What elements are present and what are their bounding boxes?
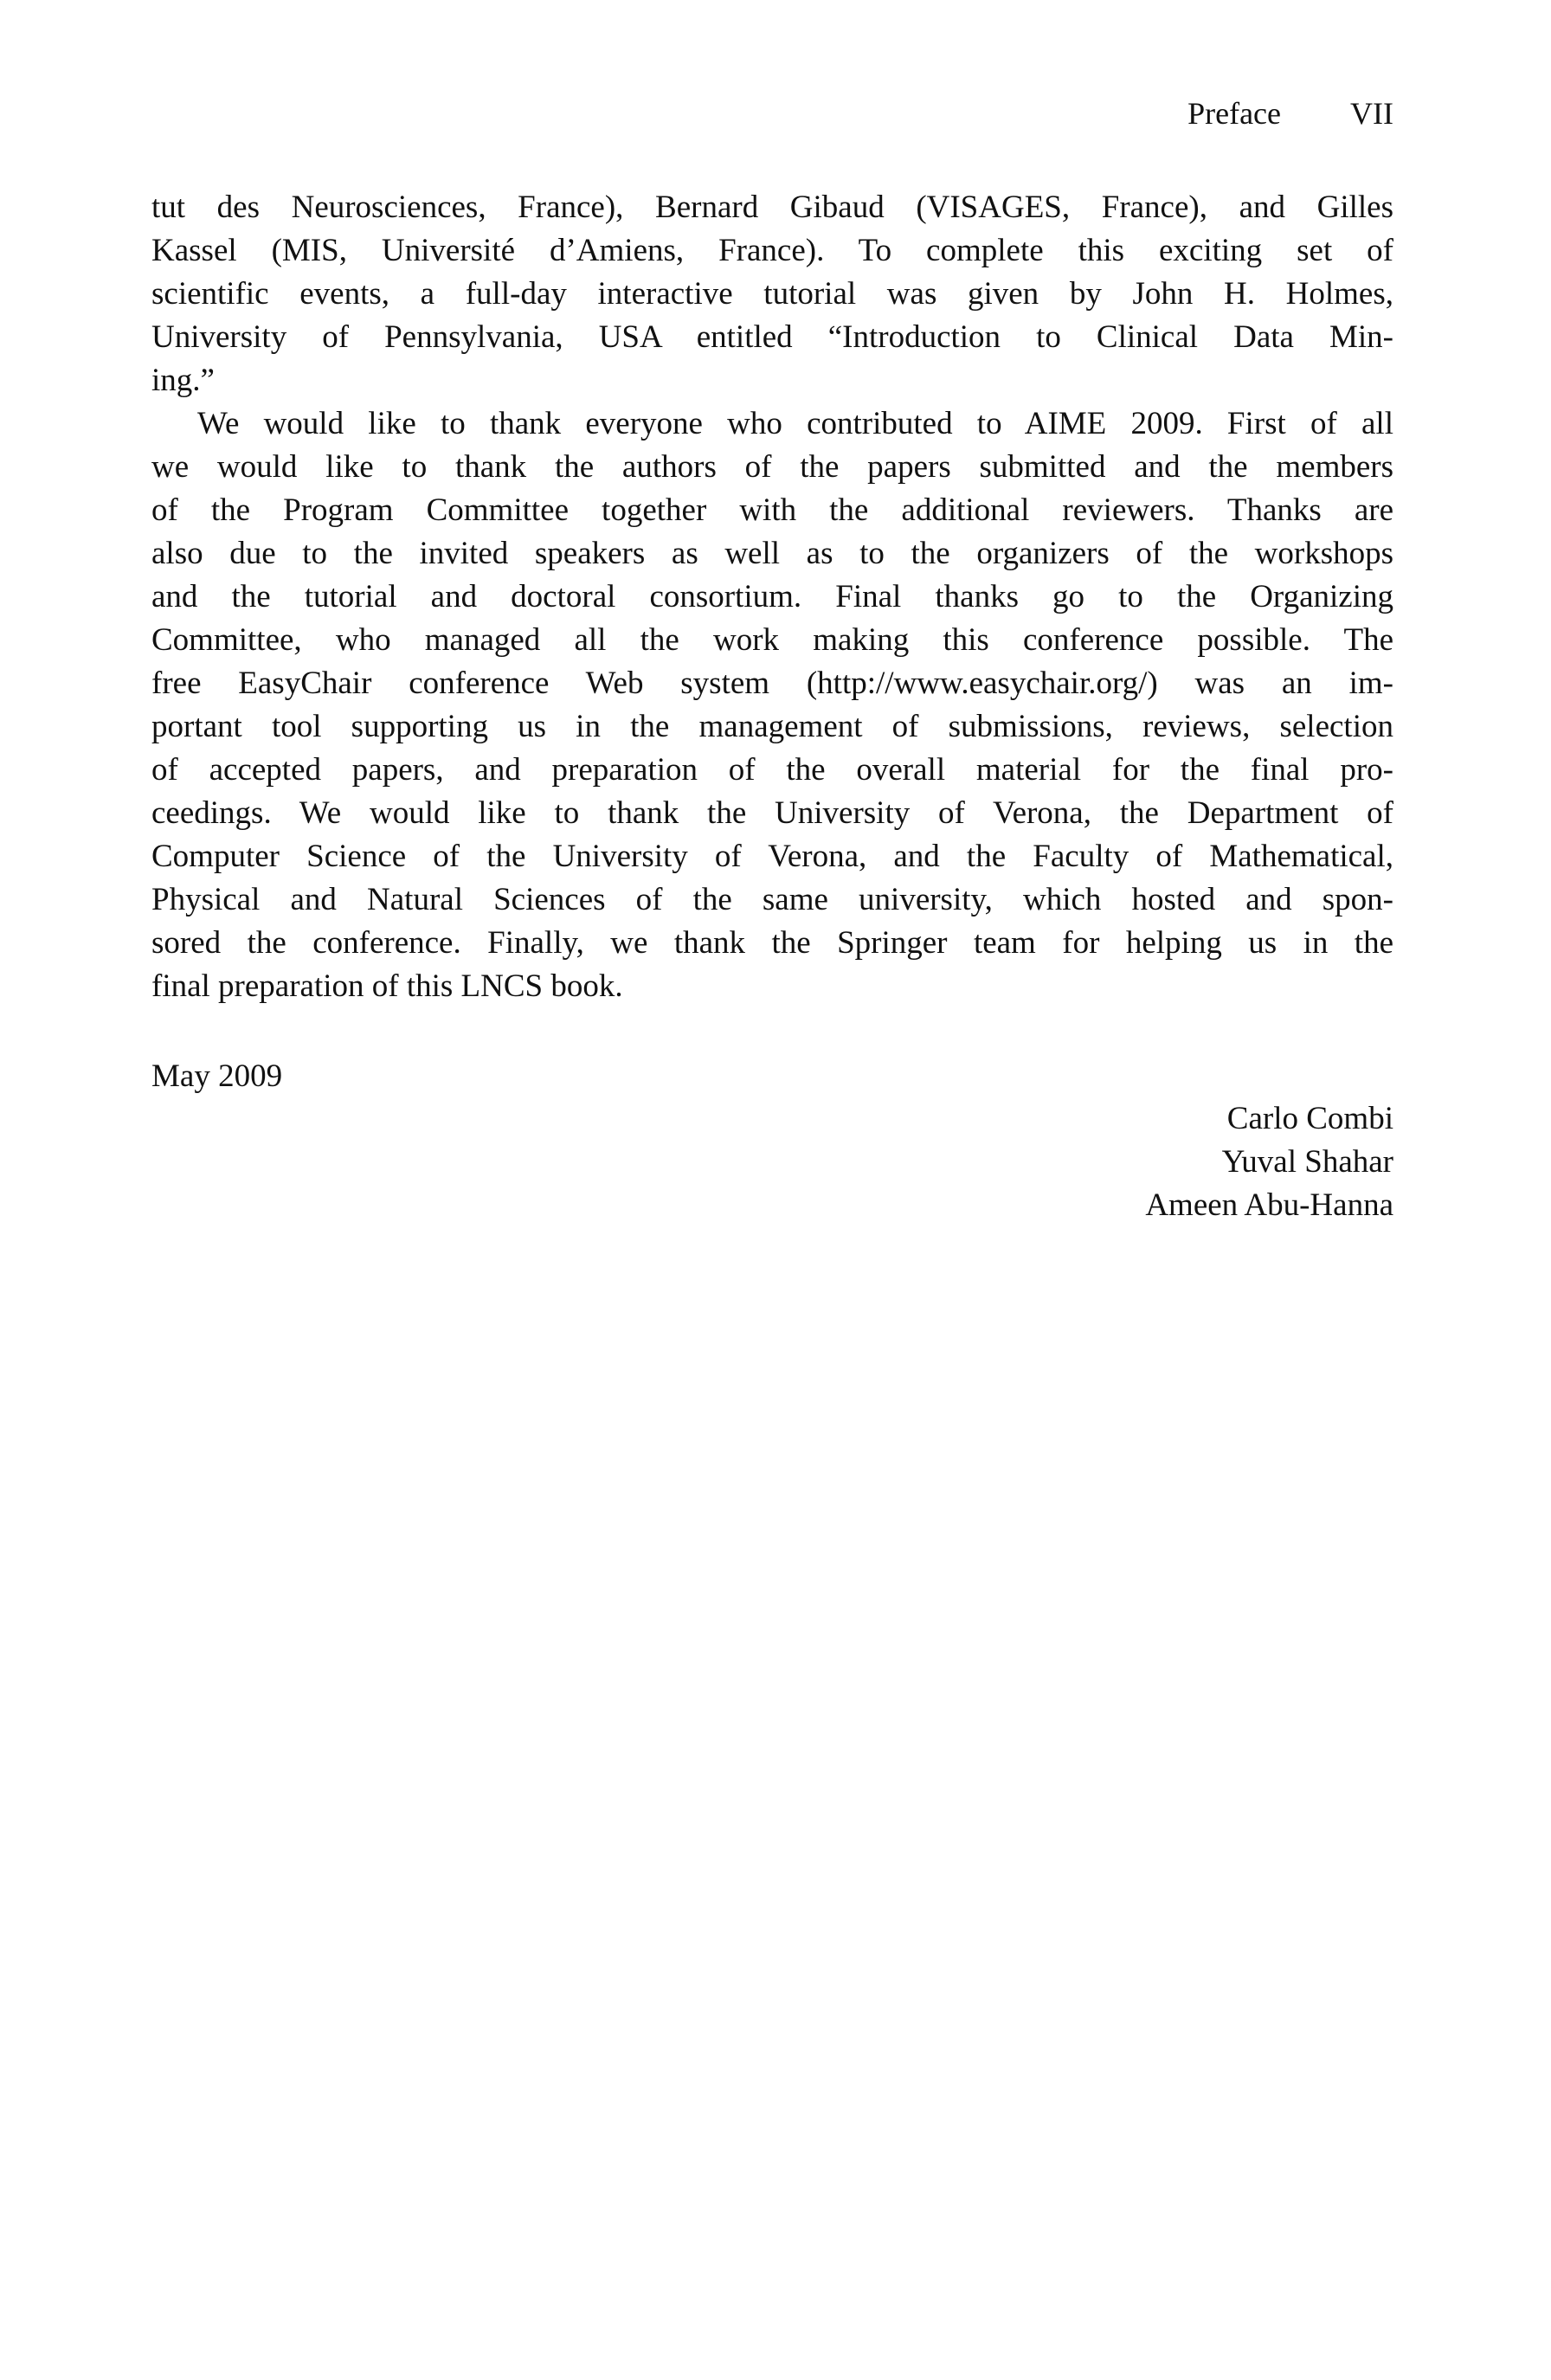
text-line: of the Program Committee together with the additional reviewers. Thanks are: [151, 492, 1393, 528]
text-line: also due to the invited speakers as well as to the organizers of the workshops: [151, 536, 1393, 571]
running-title: Preface: [1187, 96, 1282, 131]
running-header: [1187, 92, 1393, 135]
text-line: ing.”: [151, 363, 215, 398]
text-line: and the tutorial and doctoral consortium. Final thanks go to the Organizing: [151, 579, 1393, 614]
text-line: ceedings. We would like to thank the University of Verona, the Department of: [151, 795, 1393, 831]
text-line: Committee, who managed all the work making this conference possible. The: [151, 622, 1393, 658]
signatory-name: Ameen Abu-Hanna: [1145, 1187, 1393, 1223]
signatory-name: Yuval Shahar: [1221, 1144, 1393, 1180]
text-line: scientific events, a full-day interactive tutorial was given by John H. Holmes,: [151, 276, 1393, 312]
text-line: Kassel (MIS, Université d’Amiens, France). To complete this exciting set of: [151, 233, 1393, 268]
text-line: free EasyChair conference Web system (http://www.easychair.org/) was an im-: [151, 666, 1393, 701]
date: May 2009: [151, 1058, 283, 1094]
text-line: We would like to thank everyone who contributed to AIME 2009. First of all: [197, 406, 1393, 441]
text-line: we would like to thank the authors of the papers submitted and the members: [151, 449, 1393, 485]
text-line: portant tool supporting us in the management of submissions, reviews, selection: [151, 709, 1393, 744]
text-line: of accepted papers, and preparation of the overall material for the final pro-: [151, 752, 1393, 788]
page-number: VII: [1350, 96, 1393, 131]
signatory-name: Carlo Combi: [1226, 1101, 1393, 1136]
text-line: final preparation of this LNCS book.: [151, 968, 623, 1004]
text-line: University of Pennsylvania, USA entitled “Introduction to Clinical Data Min-: [151, 319, 1393, 355]
text-line: Computer Science of the University of Verona, and the Faculty of Mathematical,: [151, 839, 1393, 874]
text-line: Physical and Natural Sciences of the same university, which hosted and spon-: [151, 882, 1393, 917]
text-line: sored the conference. Finally, we thank the Springer team for helping us in the: [151, 925, 1393, 961]
text-line: tut des Neurosciences, France), Bernard Gibaud (VISAGES, France), and Gilles: [151, 190, 1393, 225]
